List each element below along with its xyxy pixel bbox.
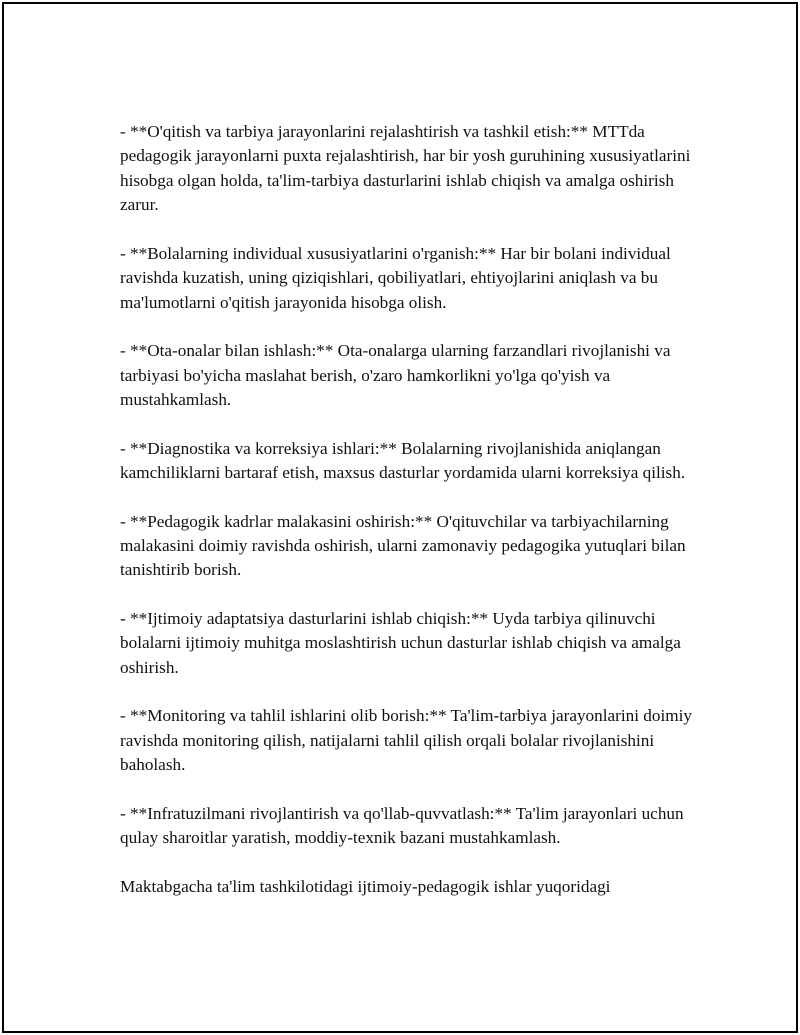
paragraph-social-adaptation: - **Ijtimoiy adaptatsiya dasturlarini ishlab chiqish:** Uyda tarbiya qilinuvchi bolalarni ijtimoiy muhitga moslashtirish uchun dasturlar ishlab chiqish va amalga oshirish. [120, 609, 681, 677]
paragraph-parents: - **Ota-onalar bilan ishlash:** Ota-onalarga ularning farzandlari rivojlanishi va tarbiyasi bo'yicha maslahat berish, o'zaro hamkorlikni yo'lga qo'yish va mustahkamlash. [120, 341, 671, 410]
document-page [2, 2, 798, 1033]
paragraph-conclusion: Maktabgacha ta'lim tashkilotidagi ijtimoiy-pedagogik ishlar yuqoridagi [120, 876, 611, 896]
document-body [120, 120, 695, 923]
paragraph-diagnostics: - **Diagnostika va korreksiya ishlari:** Bolalarning rivojlanishida aniqlangan kamchiliklarni bartaraf etish, maxsus dasturlar yordamida ularni korreksiya qilish. [120, 438, 686, 483]
paragraph-infrastructure: - **Infratuzilmani rivojlantirish va qo'llab-quvvatlash:** Ta'lim jarayonlari uchun qulay sharoitlar yaratish, moddiy-texnik bazani mustahkamlash. [120, 803, 684, 848]
paragraph-staff-training: - **Pedagogik kadrlar malakasini oshirish:** O'qituvchilar va tarbiyachilarning malakasini doimiy ravishda oshirish, ularni zamonaviy pedagogika yutuqlari bilan tanishtirib borish. [120, 511, 686, 580]
paragraph-individual-features: - **Bolalarning individual xususiyatlarini o'rganish:** Har bir bolani individual ravishda kuzatish, uning qiziqishlari, qobiliyatlari, ehtiyojlarini aniqlash va bu ma'lumotlarni o'qitish jarayonida hisobga olish. [120, 243, 671, 312]
paragraph-planning: - **O'qitish va tarbiya jarayonlarini rejalashtirish va tashkil etish:** MTTda pedagogik jarayonlarni puxta rejalashtirish, har bir yosh guruhining xususiyatlarini hisobga olgan holda, ta'lim-tarbiya dasturlarini ishlab chiqish va amalga oshirish zarur. [120, 122, 691, 215]
paragraph-monitoring: - **Monitoring va tahlil ishlarini olib borish:** Ta'lim-tarbiya jarayonlarini doimiy ravishda monitoring qilish, natijalarni tahlil qilish orqali bolalar rivojlanishini baholash. [120, 706, 693, 775]
